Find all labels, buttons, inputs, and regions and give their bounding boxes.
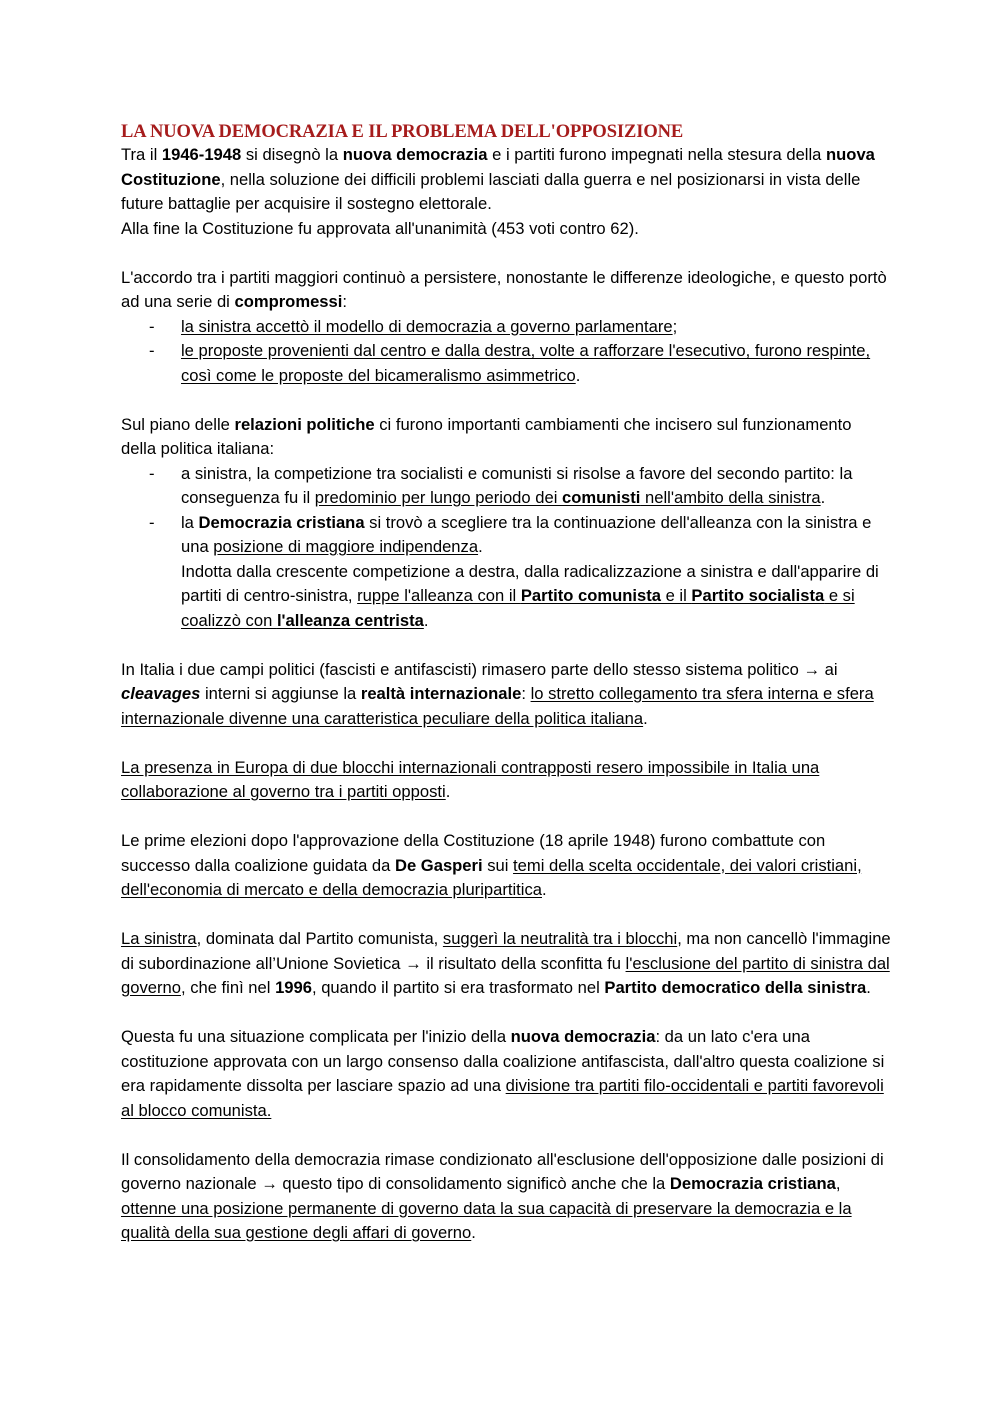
text: e si coalizzò con	[181, 586, 855, 630]
text: , quando il partito si era trasformato nel	[311, 978, 605, 997]
text: interni si aggiunse la	[200, 684, 361, 703]
text: : da un lato c'era una costituzione approvata con un largo consenso dalla coalizione antifascista, dall'altro questa coalizione si era rapidamente dissolta per lasciare spazio ad una	[121, 1027, 885, 1095]
text: predominio per lungo periodo dei	[314, 488, 562, 507]
paragraph-compromessi	[121, 266, 891, 315]
spacer	[121, 1001, 891, 1026]
text: .	[423, 610, 429, 630]
spacer	[121, 241, 891, 266]
text: .	[445, 782, 451, 801]
bold-text: 1996	[275, 978, 312, 997]
text: .	[643, 708, 648, 728]
text: Il consolidamento della democrazia rimase condizionato all'esclusione dell'opposizione dalle posizioni di governo nazionale → questo tipo di consolidamento significò anche che la	[121, 1149, 884, 1193]
text: .	[575, 365, 581, 385]
text: la	[181, 512, 199, 532]
paragraph-consolidamento	[121, 1148, 891, 1246]
text: :	[521, 684, 531, 703]
spacer	[121, 633, 891, 658]
text: , che finì nel	[180, 978, 276, 997]
list-item	[121, 339, 891, 388]
list-compromessi	[121, 315, 891, 389]
text: .	[478, 537, 483, 556]
text: ,	[835, 1174, 841, 1193]
dash-bullet: -	[149, 316, 155, 336]
text: ruppe l'alleanza con il	[357, 586, 521, 605]
bold-text: Partito socialista	[691, 586, 825, 605]
document-page	[121, 121, 891, 1246]
spacer	[121, 388, 891, 413]
bold-text: relazioni politiche	[234, 414, 375, 434]
bold-text: Democrazia cristiana	[669, 1174, 836, 1193]
bold-text: nuova democrazia	[510, 1027, 656, 1046]
text: In Italia i due campi politici (fascisti e antifascisti) rimasero parte dello stesso sistema politico → ai	[121, 659, 838, 679]
text: , nella soluzione dei difficili problemi lasciati dalla guerra e nel posizionarsi in vista delle future battaglie per acquisire il sostegno elettorale.	[121, 169, 861, 213]
text: Sul piano delle	[121, 414, 235, 434]
underlined-text: lo stretto collegamento tra sfera interna e sfera internazionale divenne una caratteristica peculiare della politica italiana	[121, 684, 874, 728]
bold-text: l'alleanza centrista	[276, 610, 424, 630]
bold-text: realtà internazionale	[360, 684, 522, 703]
text: ;	[672, 316, 678, 336]
bold-text: nuova Costituzione	[121, 145, 875, 189]
underlined-text: suggerì la neutralità tra i blocchi	[442, 929, 678, 948]
list-item	[121, 511, 891, 634]
text: :	[342, 292, 347, 311]
text: a sinistra, la competizione tra socialisti e comunisti si risolse a favore del secondo partito: la conseguenza fu il	[181, 463, 853, 507]
bold-text: compromessi	[234, 292, 343, 311]
list-item	[121, 315, 891, 340]
underlined-text	[315, 488, 821, 507]
text: L'accordo tra i partiti maggiori continuò a persistere, nonostante le differenze ideologiche, e questo portò ad una serie di	[121, 267, 887, 311]
spacer	[121, 1123, 891, 1148]
text: sui	[482, 855, 514, 875]
underlined-text: La presenza in Europa di due blocchi internazionali contrapposti resero impossibile in Italia una collaborazione al governo tra i partiti opposti	[121, 757, 820, 801]
text: .	[542, 880, 547, 899]
text: , dominata dal Partito comunista,	[196, 929, 443, 948]
text: Le prime elezioni dopo l'approvazione della Costituzione (18 aprile 1948) furono combattute con successo dalla coalizione guidata da	[121, 831, 826, 875]
bold-text: Partito democratico della sinistra	[604, 978, 867, 997]
spacer	[121, 805, 891, 830]
bold-text: nuova democrazia	[342, 145, 488, 164]
paragraph-realta-internazionale	[121, 658, 891, 732]
bold-text: comunisti	[562, 488, 641, 507]
text: .	[866, 978, 871, 997]
underlined-text: posizione di maggiore indipendenza	[213, 537, 479, 556]
bold-text: Democrazia cristiana	[198, 512, 365, 532]
underlined-text: le proposte provenienti dal centro e dalla destra, volte a rafforzare l'esecutivo, furono respinte, così come le proposte del bicameralismo asimmetrico	[181, 341, 871, 385]
text: Alla fine la Costituzione fu approvata all'unanimità (453 voti contro 62).	[121, 218, 639, 238]
dash-bullet: -	[149, 463, 155, 483]
list-item	[121, 462, 891, 511]
text: .	[820, 488, 826, 507]
text: Tra il	[121, 145, 162, 164]
paragraph-sinistra	[121, 927, 891, 1001]
text: Questa fu una situazione complicata per l'inizio della	[121, 1027, 511, 1046]
text: si disegnò la	[241, 145, 343, 164]
text: e i partiti furono impegnati nella stesura della	[487, 145, 827, 164]
paragraph-blocchi	[121, 756, 891, 805]
text: e il	[660, 586, 692, 605]
paragraph-elezioni	[121, 829, 891, 903]
bold-text: De Gasperi	[394, 855, 483, 875]
page-title: LA NUOVA DEMOCRAZIA E IL PROBLEMA DELL'OPPOSIZIONE	[121, 122, 684, 142]
text: Indotta dalla crescente competizione a destra, dalla radicalizzazione a sinistra e dall'apparire di partiti di centro-sinistra,	[181, 561, 879, 605]
text: nell'ambito della sinistra	[640, 488, 821, 507]
dash-bullet: -	[149, 512, 155, 532]
spacer	[121, 731, 891, 756]
text: .	[471, 1223, 476, 1242]
underlined-text: temi della scelta occidentale, dei valori cristiani, dell'economia di mercato e della democrazia pluripartitica	[121, 855, 862, 899]
underlined-text: ottenne una posizione permanente di governo data la sua capacità di preservare la democrazia e la qualità della sua gestione degli affari di governo	[121, 1198, 852, 1242]
dash-bullet: -	[149, 341, 155, 360]
paragraph-situazione	[121, 1025, 891, 1123]
bold-text: 1946-1948	[161, 145, 242, 164]
underlined-text: divisione tra partiti filo-occidentali e partiti favorevoli al blocco comunista.	[121, 1076, 884, 1120]
spacer	[121, 903, 891, 928]
list-relazioni	[121, 462, 891, 634]
underlined-text: La sinistra	[121, 929, 197, 948]
underlined-text: l'esclusione del partito di sinistra dal governo	[121, 953, 890, 997]
bold-text: Partito comunista	[520, 586, 661, 605]
paragraph-intro	[121, 143, 891, 241]
text: ci furono importanti cambiamenti che incisero sul funzionamento della politica italiana:	[121, 414, 852, 458]
text: , ma non cancellò l'immagine di subordinazione all’Unione Sovietica → il risultato della sconfitta fu	[121, 929, 891, 973]
bold-italic-text: cleavages	[121, 684, 201, 703]
text: si trovò a scegliere tra la continuazione dell'alleanza con la sinistra e una	[181, 512, 872, 556]
underlined-text: la sinistra accettò il modello di democrazia a governo parlamentare	[181, 316, 673, 336]
paragraph-relazioni	[121, 413, 891, 462]
